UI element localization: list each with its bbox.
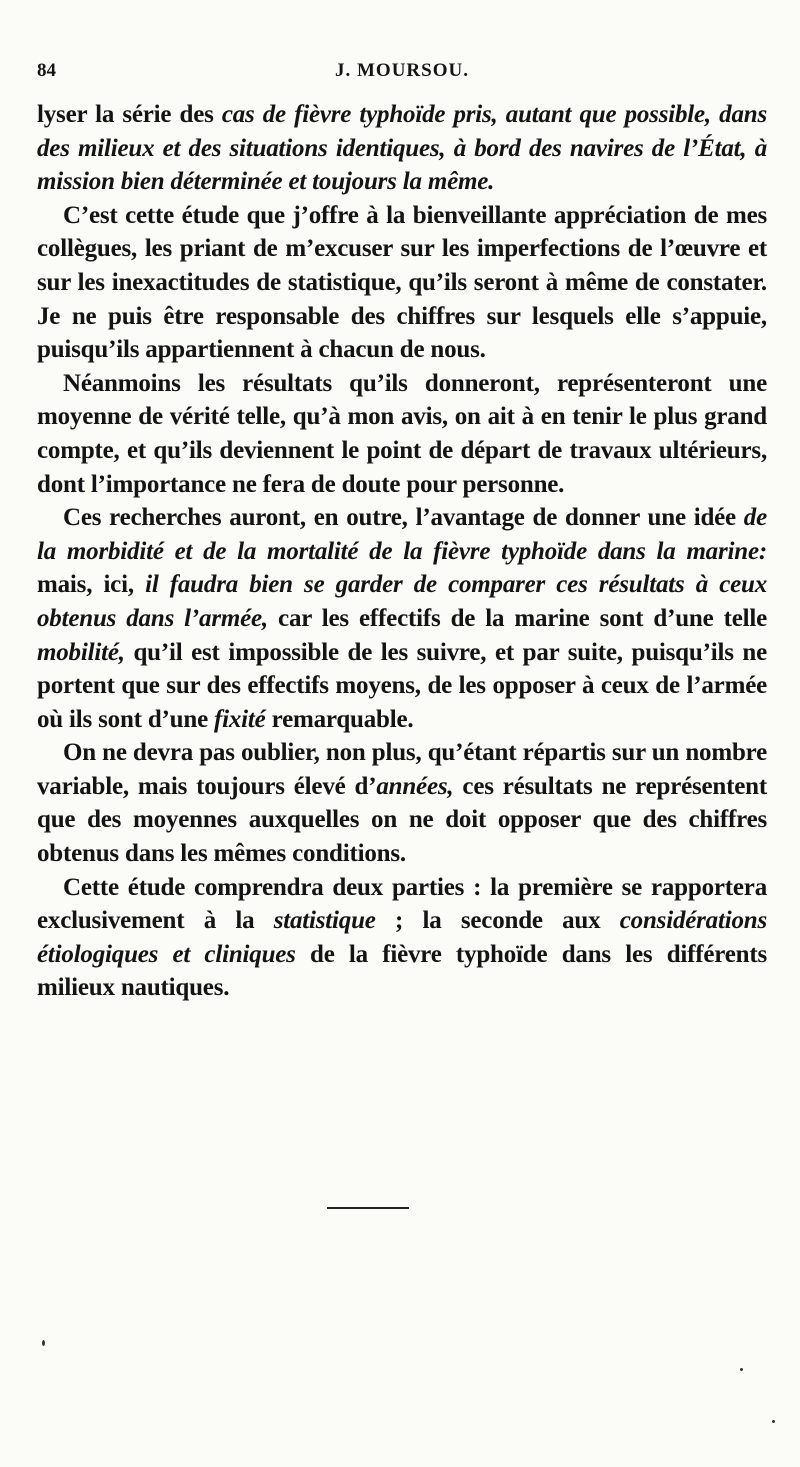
text-run: Cette étude comprendra deux parties : la première se rapportera exclusivement à la bbox=[37, 873, 767, 935]
text-run: ces résultats ne représentent que des moyennes auxquelles on ne doit opposer que des chiffres obtenus dans les mêmes conditions. bbox=[37, 772, 767, 868]
text-run: car les effectifs de la marine sont d’une telle bbox=[267, 604, 767, 632]
text-run: lyser la série des bbox=[37, 101, 222, 128]
emphasis-text: années, bbox=[376, 772, 454, 800]
scan-speck bbox=[772, 1420, 775, 1423]
emphasis-text: considérations étiologiques et cliniques bbox=[37, 907, 767, 968]
paragraph bbox=[37, 199, 767, 367]
text-run: mais, ici, bbox=[37, 571, 146, 599]
text-run: On ne devra pas oublier, non plus, qu’étant répartis sur un nombre variable, mais toujours élevé d’ bbox=[37, 739, 767, 800]
text-run: Néanmoins les résultats qu’ils donneront, représenteront une moyenne de vérité telle, qu’à mon avis, on ait à en tenir le plus grand compte, et qu’ils deviennent le point de départ de travaux ultérieurs, dont l’importance ne fera de doute pour personne. bbox=[37, 369, 767, 498]
text-run: Ces recherches auront, en outre, l’avantage de donner une idée bbox=[63, 504, 744, 532]
paragraph bbox=[37, 736, 767, 870]
paragraph bbox=[37, 871, 767, 1005]
emphasis-text: statistique bbox=[273, 907, 376, 935]
text-run: de la fièvre typhoïde dans les différents milieux nautiques. bbox=[37, 940, 767, 1002]
scan-speck bbox=[740, 1368, 743, 1371]
text-run: C’est cette étude que j’offre à la bienveillante appréciation de mes collègues, les priant de m’excuser sur les imperfections de l’œuvre et sur les inexactitudes de statistique, qu’ils seront à même de constater. Je ne puis être responsable des chiffres sur lesquels elle s’appuie, puisqu’ils appartiennent à chacun de nous. bbox=[37, 201, 767, 364]
paragraph bbox=[37, 98, 767, 199]
page-header bbox=[37, 60, 767, 86]
page-number: 84 bbox=[37, 60, 56, 81]
emphasis-text: fixité bbox=[214, 705, 266, 733]
emphasis-text: mobilité, bbox=[37, 638, 125, 666]
text-run: remarquable. bbox=[265, 705, 414, 733]
emphasis-text: cas de fièvre typhoïde pris, autant que possible, dans des milieux et des situations identiques, à bord des navires de l’État, à mission bien déterminée et toujours la même. bbox=[37, 101, 767, 196]
emphasis-text: de la morbidité et de la mortalité de la fièvre typhoïde dans la marine: bbox=[37, 504, 767, 565]
text-run: qu’il est impossible de les suivre, et par suite, puisqu’ils ne portent que sur des effectifs moyens, de les opposer à ceux de l’armée où ils sont d’une bbox=[37, 638, 767, 733]
scan-speck bbox=[42, 1340, 45, 1346]
paragraph bbox=[37, 367, 767, 501]
section-divider bbox=[327, 1207, 409, 1209]
paragraph bbox=[37, 501, 767, 736]
emphasis-text: il faudra bien se garder de comparer ces résultats à ceux obtenus dans l’armée, bbox=[37, 571, 767, 632]
text-run: ; la seconde aux bbox=[375, 907, 620, 935]
document-page bbox=[37, 0, 767, 1467]
running-head: J. MOURSOU. bbox=[335, 60, 469, 81]
body-text bbox=[37, 98, 767, 1005]
